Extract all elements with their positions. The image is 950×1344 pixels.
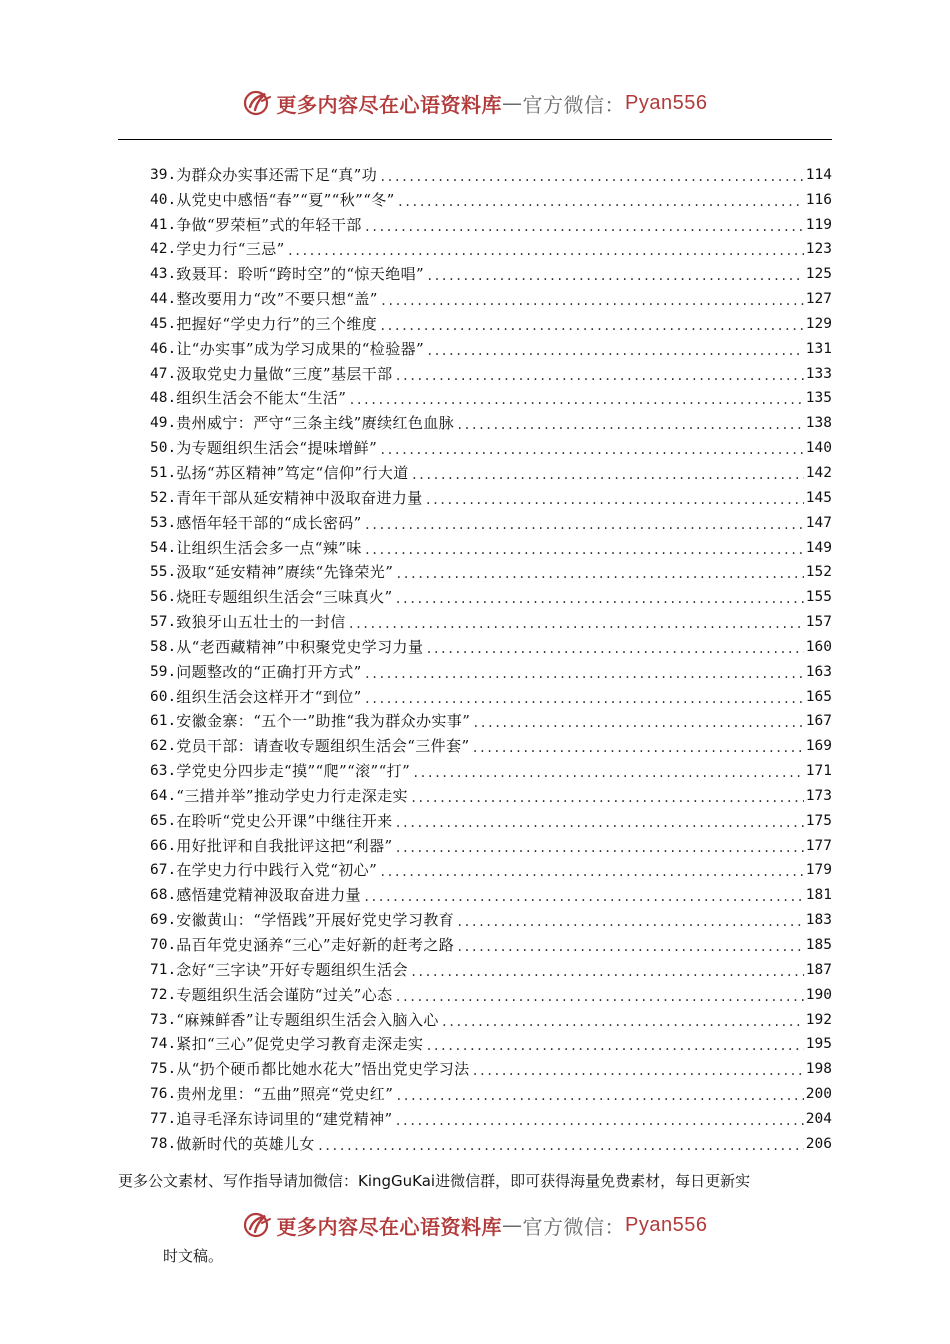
- toc-entry-title: 问题整改的“正确打开方式”: [176, 662, 362, 681]
- toc-dot-leader: [379, 440, 804, 460]
- toc-entry[interactable]: [150, 1007, 832, 1032]
- toc-dot-leader: [348, 390, 803, 410]
- toc-dot-leader: [472, 1061, 804, 1081]
- toc-entry-number: 51.: [150, 464, 177, 481]
- banner-official-label: 官方微信：: [522, 1214, 626, 1239]
- toc-entry[interactable]: [150, 758, 832, 783]
- toc-dot-leader: [441, 1012, 804, 1032]
- toc-entry-page-number: 185: [805, 937, 832, 953]
- toc-entry[interactable]: [150, 460, 832, 485]
- toc-entry-title: 烧旺专题组织生活会“三味真火”: [176, 588, 393, 607]
- toc-entry-number: 48.: [150, 390, 177, 407]
- toc-dot-leader: [397, 192, 804, 212]
- header-divider: [118, 139, 832, 140]
- toc-entry[interactable]: [150, 485, 832, 510]
- toc-dot-leader: [287, 241, 804, 261]
- toc-entry-title: 贵州威宁：严守“三条主线”赓续红色血脉: [176, 414, 455, 433]
- toc-entry-number: 47.: [150, 365, 177, 382]
- toc-dot-leader: [364, 689, 804, 709]
- toc-dot-leader: [317, 1136, 804, 1156]
- toc-entry-number: 66.: [150, 837, 177, 854]
- toc-entry[interactable]: [150, 212, 832, 237]
- toc-entry[interactable]: [150, 187, 832, 212]
- toc-entry[interactable]: [150, 709, 832, 734]
- toc-entry[interactable]: [150, 510, 832, 535]
- toc-dot-leader: [379, 862, 804, 882]
- toc-entry-number: 49.: [150, 415, 177, 432]
- toc-entry-page-number: 145: [805, 489, 832, 506]
- toc-entry-title: 学党史分四步走“摸”“爬”“滚”“打”: [176, 762, 411, 781]
- toc-entry-number: 68.: [150, 887, 177, 904]
- toc-entry-title: 学史力行“三忌”: [176, 240, 285, 259]
- toc-dot-leader: [364, 515, 804, 535]
- toc-entry-title: 紧扣“三心”促党史学习教育走深走实: [176, 1035, 424, 1054]
- toc-entry-number: 58.: [150, 638, 177, 655]
- toc-entry-page-number: 140: [805, 440, 832, 457]
- toc-entry[interactable]: [150, 957, 832, 982]
- toc-entry-title: 党员干部：请查收专题组织生活会“三件套”: [176, 737, 470, 756]
- banner-official-label: 官方微信：: [522, 92, 626, 117]
- toc-dot-leader: [364, 540, 804, 560]
- toc-entry-page-number: 181: [805, 887, 832, 904]
- toc-entry-number: 60.: [150, 688, 177, 705]
- toc-entry-title: 组织生活会这样开才“到位”: [176, 687, 362, 706]
- toc-entry-page-number: 114: [805, 166, 832, 183]
- toc-dot-leader: [456, 912, 804, 932]
- toc-entry[interactable]: [150, 882, 832, 907]
- toc-dot-leader: [364, 217, 804, 237]
- toc-dot-leader: [425, 490, 804, 510]
- toc-entry-number: 41.: [150, 216, 177, 233]
- toc-entry[interactable]: [150, 609, 832, 634]
- toc-entry-title: 致聂耳：聆听“跨时空”的“惊天绝唱”: [176, 265, 425, 284]
- toc-dot-leader: [380, 291, 804, 311]
- toc-dot-leader: [456, 415, 804, 435]
- toc-dot-leader: [395, 987, 804, 1007]
- toc-entry-page-number: 116: [805, 191, 832, 208]
- toc-entry-number: 55.: [150, 564, 177, 581]
- toc-entry-title: 从党史中感悟“春”“夏”“秋”“冬”: [176, 190, 395, 209]
- toc-dot-leader: [410, 962, 804, 982]
- toc-entry-title: 争做“罗荣桓”式的年轻干部: [176, 215, 362, 234]
- brand-logo-icon: [243, 88, 273, 118]
- toc-entry[interactable]: [150, 1131, 832, 1156]
- toc-entry[interactable]: [150, 286, 832, 311]
- toc-entry-number: 39.: [150, 166, 177, 183]
- toc-dot-leader: [410, 788, 804, 808]
- toc-dot-leader: [379, 316, 804, 336]
- toc-entry[interactable]: [150, 336, 832, 361]
- toc-entry-page-number: 198: [805, 1061, 832, 1078]
- toc-entry-title: 汲取党史力量做“三度”基层干部: [176, 364, 393, 383]
- toc-entry-number: 52.: [150, 489, 177, 506]
- toc-entry-title: 为专题组织生活会“提味增鲜”: [176, 439, 378, 458]
- toc-dot-leader: [412, 763, 804, 783]
- toc-entry-page-number: 195: [805, 1036, 832, 1053]
- table-of-contents: [150, 162, 832, 1156]
- toc-entry-title: 安徽黄山：“学悟践”开展好党史学习教育: [176, 911, 455, 930]
- banner-brand-text: 更多内容尽在心语资料库: [276, 1214, 503, 1239]
- toc-entry-page-number: 138: [805, 415, 832, 432]
- toc-entry-title: 整改要用力“改”不要只想“盖”: [176, 290, 378, 309]
- toc-dot-leader: [395, 1086, 804, 1106]
- toc-entry-title: 用好批评和自我批评这把“利器”: [176, 836, 393, 855]
- toc-entry-page-number: 129: [805, 315, 832, 332]
- toc-entry[interactable]: [150, 311, 832, 336]
- toc-entry[interactable]: [150, 261, 832, 286]
- toc-entry-page-number: 169: [805, 738, 832, 755]
- toc-entry[interactable]: [150, 560, 832, 585]
- toc-entry-title: 在聆听“党史公开课”中继往开来: [176, 811, 393, 830]
- toc-entry-page-number: 173: [805, 787, 832, 804]
- toc-entry-page-number: 167: [805, 713, 832, 730]
- toc-entry[interactable]: [150, 1081, 832, 1106]
- toc-entry[interactable]: [150, 361, 832, 386]
- toc-entry-page-number: 206: [805, 1135, 832, 1152]
- toc-entry-number: 74.: [150, 1036, 177, 1053]
- toc-entry-page-number: 160: [805, 638, 832, 655]
- toc-entry-number: 70.: [150, 937, 177, 953]
- toc-entry-number: 57.: [150, 614, 177, 631]
- toc-entry-page-number: 149: [805, 539, 832, 556]
- toc-entry-title: “麻辣鲜香”让专题组织生活会入脑入心: [176, 1010, 439, 1029]
- toc-entry-number: 44.: [150, 291, 177, 308]
- toc-entry-number: 61.: [150, 713, 177, 730]
- toc-entry[interactable]: [150, 659, 832, 684]
- toc-entry[interactable]: [150, 858, 832, 883]
- toc-entry-title: 让组织生活会多一点“辣”味: [176, 538, 362, 557]
- toc-entry-title: 为群众办实事还需下足“真”功: [176, 165, 378, 184]
- toc-entry-page-number: 125: [805, 266, 832, 283]
- toc-entry[interactable]: [150, 162, 832, 187]
- toc-entry-page-number: 123: [805, 241, 832, 258]
- toc-entry-page-number: 179: [805, 862, 832, 879]
- toc-dot-leader: [395, 813, 804, 833]
- toc-entry-number: 42.: [150, 241, 177, 258]
- toc-entry-number: 62.: [150, 738, 177, 755]
- toc-dot-leader: [426, 341, 804, 361]
- toc-dot-leader: [395, 589, 804, 609]
- footer-promo-text-continued: 时文稿。: [163, 1247, 224, 1265]
- toc-entry-page-number: 131: [805, 340, 832, 357]
- toc-dot-leader: [426, 266, 804, 286]
- toc-entry[interactable]: [150, 907, 832, 932]
- toc-entry-page-number: 135: [805, 390, 832, 407]
- toc-entry-page-number: 165: [805, 688, 832, 705]
- toc-entry-title: 从“扔个硬币都比她水花大”悟出党史学习法: [176, 1060, 470, 1079]
- toc-dot-leader: [379, 167, 804, 187]
- toc-entry[interactable]: [150, 684, 832, 709]
- toc-entry-title: 品百年党史涵养“三心”走好新的赶考之路: [176, 936, 455, 954]
- toc-entry-number: 46.: [150, 340, 177, 357]
- toc-entry-title: 专题组织生活会谨防“过关”心态: [176, 985, 393, 1004]
- toc-entry[interactable]: [150, 634, 832, 659]
- banner-wechat-id: Pyan556: [625, 1213, 708, 1236]
- brand-logo-icon: [243, 1210, 273, 1240]
- toc-dot-leader: [425, 1036, 803, 1056]
- toc-entry-page-number: 190: [805, 986, 832, 1003]
- banner-dash: —: [502, 91, 523, 115]
- toc-entry-number: 63.: [150, 763, 177, 780]
- toc-entry[interactable]: [150, 584, 832, 609]
- toc-dot-leader: [395, 366, 804, 386]
- toc-entry-page-number: 147: [805, 514, 832, 531]
- toc-entry-number: 73.: [150, 1011, 177, 1028]
- toc-entry-title: 念好“三字诀”开好专题组织生活会: [176, 960, 408, 979]
- toc-entry-page-number: 163: [805, 663, 832, 680]
- toc-entry[interactable]: [150, 1056, 832, 1081]
- footer-promo-text: 更多公文素材、写作指导请加微信：KingGuKai进微信群，即可获得海量免费素材，每日更新实: [118, 1172, 751, 1190]
- toc-entry-page-number: 187: [805, 961, 832, 978]
- header-watermark-banner: [0, 86, 950, 120]
- toc-entry[interactable]: [150, 237, 832, 262]
- toc-entry-page-number: 155: [805, 589, 832, 606]
- banner-dash: —: [502, 1213, 523, 1237]
- toc-entry-page-number: 192: [805, 1011, 832, 1028]
- toc-entry[interactable]: [150, 1032, 832, 1057]
- toc-entry-number: 72.: [150, 986, 177, 1003]
- toc-entry-number: 59.: [150, 663, 177, 680]
- toc-entry-page-number: 127: [805, 291, 832, 308]
- toc-entry-title: 感悟建党精神汲取奋进力量: [176, 886, 362, 905]
- toc-entry-page-number: 177: [805, 837, 832, 854]
- banner-brand-text: 更多内容尽在心语资料库: [276, 92, 503, 117]
- toc-entry-title: 从“老西藏精神”中积聚党史学习力量: [176, 637, 424, 656]
- toc-entry-title: 安徽金寨：“五个一”助推“我为群众办实事”: [176, 712, 471, 731]
- toc-entry[interactable]: [150, 783, 832, 808]
- toc-entry-number: 54.: [150, 539, 177, 556]
- toc-entry[interactable]: [150, 833, 832, 858]
- toc-entry-title: 组织生活会不能太“生活”: [176, 389, 347, 408]
- toc-dot-leader: [348, 614, 804, 634]
- toc-entry-number: 40.: [150, 191, 177, 208]
- toc-entry-number: 71.: [150, 961, 177, 978]
- toc-entry-title: 贵州龙里：“五曲”照亮“党史红”: [176, 1085, 394, 1104]
- toc-entry-number: 53.: [150, 514, 177, 531]
- toc-entry-title: 致狼牙山五壮士的一封信: [176, 613, 346, 632]
- toc-entry[interactable]: [150, 1106, 832, 1131]
- toc-entry[interactable]: [150, 410, 832, 435]
- toc-dot-leader: [363, 887, 804, 907]
- toc-entry-title: 追寻毛泽东诗词里的“建党精神”: [176, 1109, 393, 1128]
- toc-entry-page-number: 157: [805, 614, 832, 631]
- toc-entry-number: 56.: [150, 589, 177, 606]
- toc-entry[interactable]: [150, 535, 832, 560]
- toc-entry[interactable]: [150, 435, 832, 460]
- toc-entry-number: 64.: [150, 787, 177, 804]
- toc-entry-page-number: 175: [805, 812, 832, 829]
- toc-entry-page-number: 200: [805, 1086, 832, 1103]
- toc-entry-number: 67.: [150, 862, 177, 879]
- toc-entry-page-number: 119: [805, 216, 832, 233]
- toc-dot-leader: [472, 713, 804, 733]
- toc-dot-leader: [411, 465, 804, 485]
- toc-dot-leader: [425, 639, 803, 659]
- toc-entry-title: 感悟年轻干部的“成长密码”: [176, 513, 362, 532]
- toc-entry-number: 69.: [150, 912, 177, 929]
- toc-entry-page-number: 133: [805, 365, 832, 382]
- toc-entry[interactable]: [150, 733, 832, 758]
- toc-dot-leader: [456, 937, 804, 957]
- toc-entry-title: 让“办实事”成为学习成果的“检验器”: [176, 339, 425, 358]
- toc-entry[interactable]: [150, 808, 832, 833]
- toc-entry[interactable]: [150, 386, 832, 411]
- toc-entry-title: 汲取“延安精神”赓续“先锋荣光”: [176, 563, 394, 582]
- toc-entry-page-number: 183: [805, 912, 832, 929]
- toc-entry-number: 78.: [150, 1135, 177, 1152]
- toc-dot-leader: [395, 838, 804, 858]
- toc-entry-number: 45.: [150, 315, 177, 332]
- toc-entry-page-number: 152: [805, 564, 832, 581]
- toc-dot-leader: [364, 664, 804, 684]
- toc-entry-number: 50.: [150, 440, 177, 457]
- toc-entry-number: 77.: [150, 1110, 177, 1127]
- toc-entry-title: 弘扬“苏区精神”笃定“信仰”行大道: [176, 463, 409, 482]
- toc-dot-leader: [395, 564, 804, 584]
- toc-entry-title: 把握好“学史力行”的三个维度: [176, 314, 378, 333]
- toc-dot-leader: [395, 1111, 804, 1131]
- toc-entry-number: 76.: [150, 1086, 177, 1103]
- toc-entry-page-number: 142: [805, 464, 832, 481]
- toc-entry-number: 43.: [150, 266, 177, 283]
- toc-entry-page-number: 171: [805, 763, 832, 780]
- toc-dot-leader: [472, 738, 804, 758]
- toc-entry[interactable]: [150, 982, 832, 1007]
- toc-entry-number: 65.: [150, 812, 177, 829]
- toc-entry-title: “三措并举”推动学史力行走深走实: [176, 786, 408, 805]
- footer-watermark-banner: [0, 1208, 950, 1242]
- toc-entry[interactable]: [150, 932, 832, 957]
- toc-entry-title: 在学史力行中践行入党“初心”: [176, 861, 378, 880]
- toc-entry-page-number: 204: [805, 1110, 832, 1127]
- toc-entry-number: 75.: [150, 1061, 177, 1078]
- banner-wechat-id: Pyan556: [625, 91, 708, 114]
- toc-entry-title: 做新时代的英雄儿女: [176, 1134, 315, 1153]
- toc-entry-title: 青年干部从延安精神中汲取奋进力量: [176, 488, 423, 507]
